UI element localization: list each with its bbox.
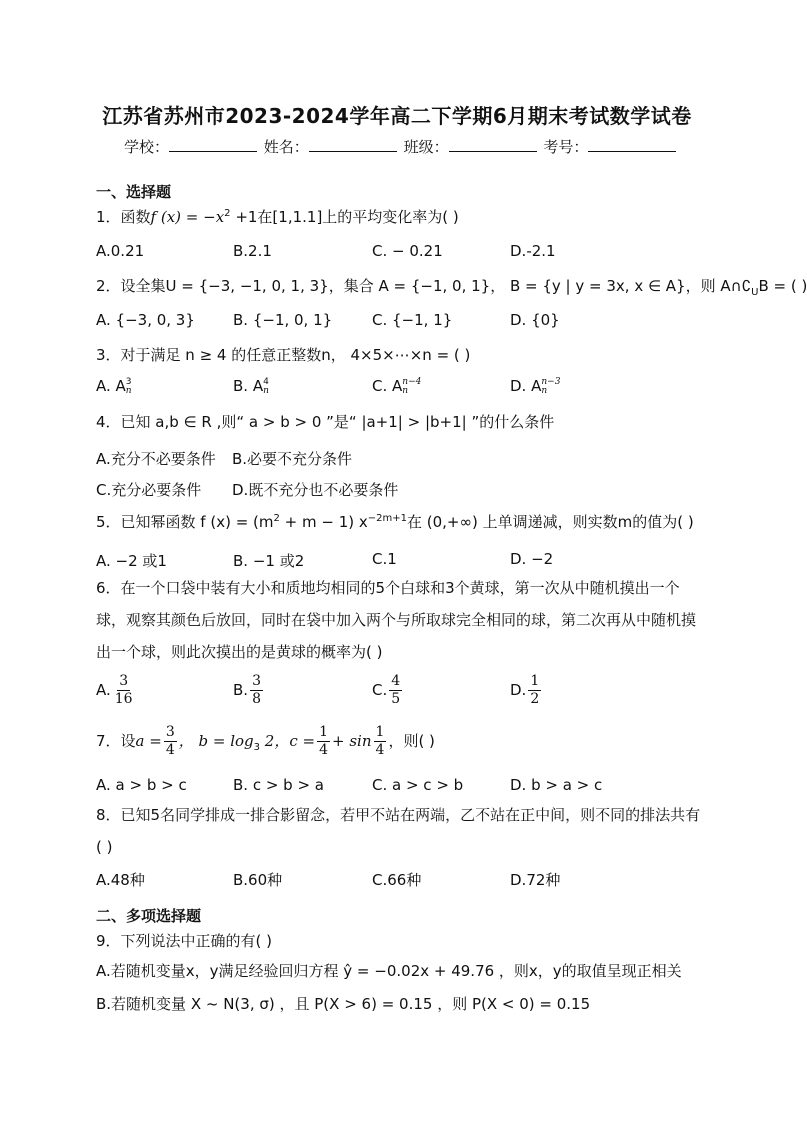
q7-c-num: 1 xyxy=(319,724,329,740)
q9-option-b[interactable]: B.若随机变量 X ~ N(3, σ) ，且 P(X > 6) = 0.15 ，则 P(X < 0) = 0.15 xyxy=(96,995,591,1013)
q6-option-d[interactable] xyxy=(510,673,543,708)
q2-option-b[interactable]: B. {−1, 0, 1} xyxy=(233,311,333,329)
q6-a-den: 16 xyxy=(114,691,133,707)
q7-suffix: ，则( ) xyxy=(388,732,435,750)
q6-a-fraction xyxy=(113,673,135,708)
q3-option-c[interactable] xyxy=(372,377,421,396)
q8-option-b[interactable]: B.60种 xyxy=(233,871,283,889)
q5-option-c[interactable]: C.1 xyxy=(372,550,397,568)
q2-option-a[interactable]: A. {−3, 0, 3} xyxy=(96,311,195,329)
q3-c-sup: n−4 xyxy=(402,376,422,387)
q2-option-c[interactable]: C. {−1, 1} xyxy=(372,311,453,329)
q7-c-den2: 4 xyxy=(375,742,385,758)
q3-option-a[interactable] xyxy=(96,377,132,396)
question-8: 8．已知5名同学排成一排合影留念，若甲不站在两端，乙不站在正中间，则不同的排法共有( ) xyxy=(96,806,701,856)
number-blank[interactable] xyxy=(588,137,676,152)
q6-c-num: 4 xyxy=(391,673,401,689)
q3-d-sup: n−3 xyxy=(541,376,561,387)
q1-exponent: 2 xyxy=(224,208,231,219)
student-info-line xyxy=(124,136,678,157)
q7-option-d[interactable]: D. b > a > c xyxy=(510,776,603,794)
q3-c-sub: n xyxy=(402,385,409,396)
q3-b-sub: n xyxy=(263,385,269,396)
q7-option-a[interactable]: A. a > b > c xyxy=(96,776,187,794)
q9-option-a[interactable]: A.若随机变量x，y满足经验回归方程 ŷ = −0.02x + 49.76 ，则x，y的取值呈现正相关 xyxy=(96,962,682,980)
q1-option-b[interactable]: B.2.1 xyxy=(233,242,272,260)
q5-option-b[interactable]: B. −1 或2 xyxy=(233,552,305,570)
q4-option-a[interactable]: A.充分不必要条件 xyxy=(96,450,216,468)
page-title: 江苏省苏州市2023-2024学年高二下学期6月期末考试数学试卷 xyxy=(102,104,692,128)
q8-option-d[interactable]: D.72种 xyxy=(510,871,561,889)
section-heading-multi: 二、多项选择题 xyxy=(96,907,202,925)
q6-d-den: 2 xyxy=(530,691,540,707)
q1-option-d[interactable]: D.-2.1 xyxy=(510,242,556,260)
question-1 xyxy=(96,206,459,227)
q2-option-d[interactable]: D. {0} xyxy=(510,311,560,329)
q3-a-letter: A. A xyxy=(96,377,126,395)
q7-c-mid: + sin xyxy=(332,732,372,750)
q1-option-c[interactable]: C. − 0.21 xyxy=(372,242,443,260)
q2-tail: B = ( ) xyxy=(758,277,807,295)
q7-c-num2: 1 xyxy=(375,724,385,740)
q7-c-fraction xyxy=(317,724,330,759)
school-blank[interactable] xyxy=(169,137,257,152)
q7-b-tail: 2， xyxy=(260,732,290,750)
class-blank[interactable] xyxy=(449,137,537,152)
q7-prefix: 7．设 xyxy=(96,732,136,750)
q6-d-letter: D. xyxy=(510,681,527,699)
q3-c-letter: C. A xyxy=(372,377,403,395)
q5-option-a[interactable]: A. −2 或1 xyxy=(96,552,167,570)
q7-option-c[interactable]: C. a > c > b xyxy=(372,776,464,794)
q8-option-c[interactable]: C.66种 xyxy=(372,871,422,889)
q6-c-den: 5 xyxy=(391,691,401,707)
q4-option-d[interactable]: D.既不充分也不必要条件 xyxy=(232,481,399,499)
q3-b-letter: B. A xyxy=(233,377,264,395)
question-4: 4．已知 a,b ∈ R ,则“ a > b > 0 ”是“ |a+1| > |b+1| ”的什么条件 xyxy=(96,413,555,431)
q6-b-letter: B. xyxy=(233,681,249,699)
q7-a-fraction xyxy=(164,724,177,759)
number-label: 考号： xyxy=(543,138,589,156)
q6-option-c[interactable] xyxy=(372,673,404,708)
q3-d-sub: n xyxy=(541,385,548,396)
q7-option-b[interactable]: B. c > b > a xyxy=(233,776,324,794)
q5-exponent: −2m+1 xyxy=(367,513,407,524)
q1-suffix: +1在[1,1.1]上的平均变化率为( ) xyxy=(230,208,459,226)
q7-a-eq: a = xyxy=(135,732,162,750)
q1-prefix: 1．函数 xyxy=(96,208,151,226)
question-9: 9．下列说法中正确的有( ) xyxy=(96,932,273,950)
school-label: 学校： xyxy=(124,138,170,156)
q7-c-den: 4 xyxy=(319,742,329,758)
q1-option-a[interactable]: A.0.21 xyxy=(96,242,145,260)
q6-b-fraction xyxy=(250,673,263,708)
q6-b-den: 8 xyxy=(252,691,261,707)
q5-prefix: 5．已知幂函数 f (x) = (m xyxy=(96,513,274,531)
q3-option-d[interactable] xyxy=(510,377,560,396)
q6-option-a[interactable] xyxy=(96,673,137,708)
q6-b-num: 3 xyxy=(252,673,261,689)
q7-b-text: ， b = log xyxy=(178,732,254,750)
question-2 xyxy=(96,275,807,298)
q2-subscript: U xyxy=(751,287,759,298)
q3-b-sup: 4 xyxy=(263,376,269,387)
q5-middle: + m − 1) x xyxy=(279,513,368,531)
name-blank[interactable] xyxy=(309,137,397,152)
class-label: 班级： xyxy=(403,138,449,156)
q3-a-sup: 3 xyxy=(125,376,132,387)
q3-a-sub: n xyxy=(125,385,132,396)
q7-b-sub: 3 xyxy=(253,742,261,753)
q3-option-b[interactable] xyxy=(233,377,269,396)
q6-c-letter: C. xyxy=(372,681,388,699)
q6-d-num: 1 xyxy=(530,673,540,689)
q3-d-letter: D. A xyxy=(510,377,542,395)
q6-c-fraction xyxy=(389,673,402,708)
question-3: 3．对于满足 n ≥ 4 的任意正整数n， 4×5×⋯×n = ( ) xyxy=(96,346,471,364)
section-heading-choice: 一、选择题 xyxy=(96,183,172,201)
question-6: 6．在一个口袋中装有大小和质地均相同的5个白球和3个黄球，第一次从中随机摸出一个球，观察其颜色后放回，同时在袋中加入两个与所取球完全相同的球，第二次再从中随机摸出一个球，则此次摸出的是黄球的概率为( ) xyxy=(96,579,697,661)
q7-c-eq: c = xyxy=(289,732,316,750)
q7-a-den: 4 xyxy=(165,742,175,758)
q1-function: f (x) = −x xyxy=(150,208,225,226)
name-label: 姓名： xyxy=(263,138,309,156)
q7-c-fraction2 xyxy=(374,724,387,759)
q4-option-c[interactable]: C.充分必要条件 xyxy=(96,481,202,499)
q4-option-b[interactable]: B.必要不充分条件 xyxy=(232,450,353,468)
q8-option-a[interactable]: A.48种 xyxy=(96,871,145,889)
q5-suffix: 在 (0,+∞) 上单调递减，则实数m的值为( ) xyxy=(407,513,694,531)
q6-a-letter: A. xyxy=(96,681,111,699)
q5-square: 2 xyxy=(273,513,280,524)
q7-a-num: 3 xyxy=(165,724,175,740)
question-5 xyxy=(96,511,694,532)
q5-option-d[interactable]: D. −2 xyxy=(510,550,554,568)
question-7 xyxy=(96,724,435,759)
q6-a-num: 3 xyxy=(119,673,129,689)
q6-d-fraction xyxy=(528,673,541,708)
q6-option-b[interactable] xyxy=(233,673,265,708)
q2-text: 2．设全集U = {−3, −1, 0, 1, 3}，集合 A = {−1, 0, 1}， B = {y | y = 3x, x ∈ A}，则 A∩∁ xyxy=(96,277,752,295)
